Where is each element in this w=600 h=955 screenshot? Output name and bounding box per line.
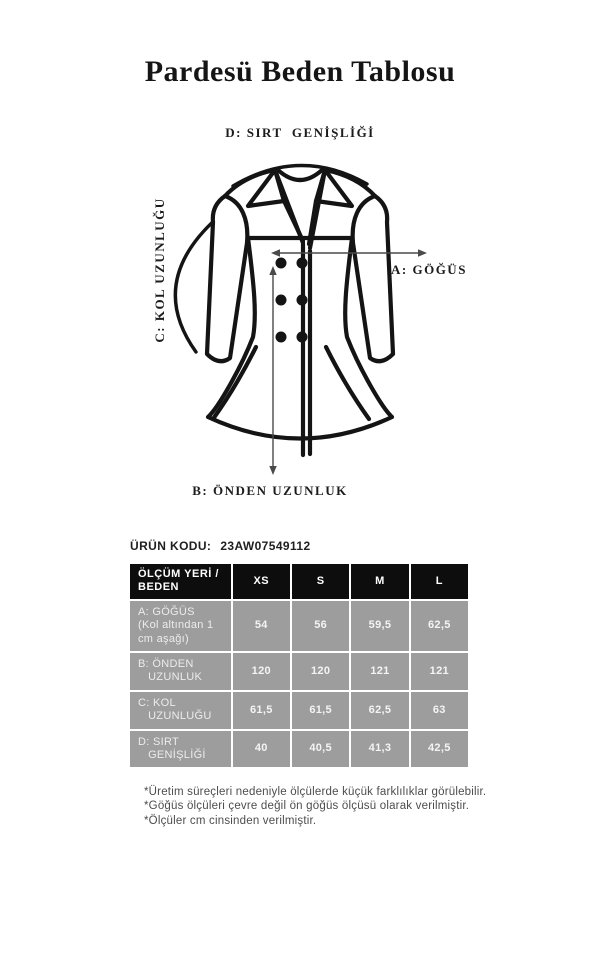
measurement-value: 62,5 — [411, 601, 468, 651]
measurement-value: 120 — [233, 653, 290, 690]
size-column-header: XS — [233, 564, 290, 599]
neckline — [278, 170, 322, 180]
table-row — [130, 692, 468, 729]
measurement-value: 41,3 — [351, 731, 408, 768]
button-dot — [276, 295, 287, 306]
button-dot — [297, 332, 308, 343]
label-front-length: B: ÖNDEN UZUNLUK — [192, 483, 348, 498]
chest-arrowhead-right — [418, 249, 427, 257]
footnotes — [144, 785, 600, 827]
measurement-value: 121 — [351, 653, 408, 690]
cell-line: BEDEN — [138, 581, 180, 594]
measurement-label — [130, 731, 231, 768]
button-dot — [297, 258, 308, 269]
measurement-value: 42,5 — [411, 731, 468, 768]
label-chest: A: GÖĞÜS — [391, 262, 467, 277]
measurement-label — [130, 692, 231, 729]
cell-line: cm aşağı) — [138, 632, 189, 645]
size-column-header: L — [411, 564, 468, 599]
measurement-label — [130, 601, 231, 651]
product-code-value: 23AW07549112 — [220, 539, 311, 553]
footnote-line: *Üretim süreçleri nedeniyle ölçülerde küçük farklılıklar görülebilir. — [144, 786, 487, 799]
size-column-header: M — [351, 564, 408, 599]
measurement-value: 63 — [411, 692, 468, 729]
product-code-label: ÜRÜN KODU: — [130, 539, 212, 553]
measurement-value: 62,5 — [351, 692, 408, 729]
coat-sleeve-right — [353, 196, 393, 361]
cell-line: UZUNLUĞU — [138, 710, 212, 723]
cell-line: UZUNLUK — [138, 671, 203, 684]
measurement-value: 120 — [292, 653, 349, 690]
cell-line: C: KOL — [138, 696, 176, 709]
table-row — [130, 731, 468, 768]
label-back-width: D: SIRT GENİŞLİĞİ — [225, 125, 375, 140]
cell-line: GENİŞLİĞİ — [138, 749, 206, 762]
page-title: Pardesü Beden Tablosu — [144, 55, 456, 88]
front-length-arrowhead-bottom — [269, 466, 276, 475]
coat-sleeve-left — [207, 196, 247, 361]
measurement-value: 121 — [411, 653, 468, 690]
measurement-value: 61,5 — [292, 692, 349, 729]
measurement-value: 54 — [233, 601, 290, 651]
measurement-label — [130, 653, 231, 690]
button-dot — [297, 295, 308, 306]
button-dot — [276, 332, 287, 343]
measurement-value: 56 — [292, 601, 349, 651]
cell-line: A: GÖĞÜS — [138, 605, 195, 618]
footnote-line: *Ölçüler cm cinsinden verilmiştir. — [144, 814, 317, 827]
product-code — [130, 539, 600, 553]
label-sleeve-length: C: KOL UZUNLUĞU — [152, 197, 167, 343]
button-dot — [276, 258, 287, 269]
size-table-body — [130, 601, 468, 768]
table-row — [130, 601, 468, 651]
size-diagram — [120, 110, 480, 515]
measurement-value: 59,5 — [351, 601, 408, 651]
size-table — [128, 562, 470, 769]
lapel-fold-left — [284, 201, 303, 241]
cell-line: D: SIRT — [138, 735, 180, 748]
measurement-value: 61,5 — [233, 692, 290, 729]
cell-line: B: ÖNDEN — [138, 658, 194, 671]
size-column-header: S — [292, 564, 349, 599]
size-table-header-row — [130, 564, 468, 599]
measurement-value: 40 — [233, 731, 290, 768]
table-header-label — [130, 564, 231, 599]
cell-line: ÖLÇÜM YERİ / — [138, 568, 219, 580]
coat-diagram-svg — [120, 110, 480, 510]
footnote-line: *Göğüs ölçüleri çevre değil ön göğüs ölçüsü olarak verilmiştir. — [144, 800, 470, 813]
cell-line: (Kol altından 1 — [138, 619, 214, 632]
table-row — [130, 653, 468, 690]
measurement-value: 40,5 — [292, 731, 349, 768]
